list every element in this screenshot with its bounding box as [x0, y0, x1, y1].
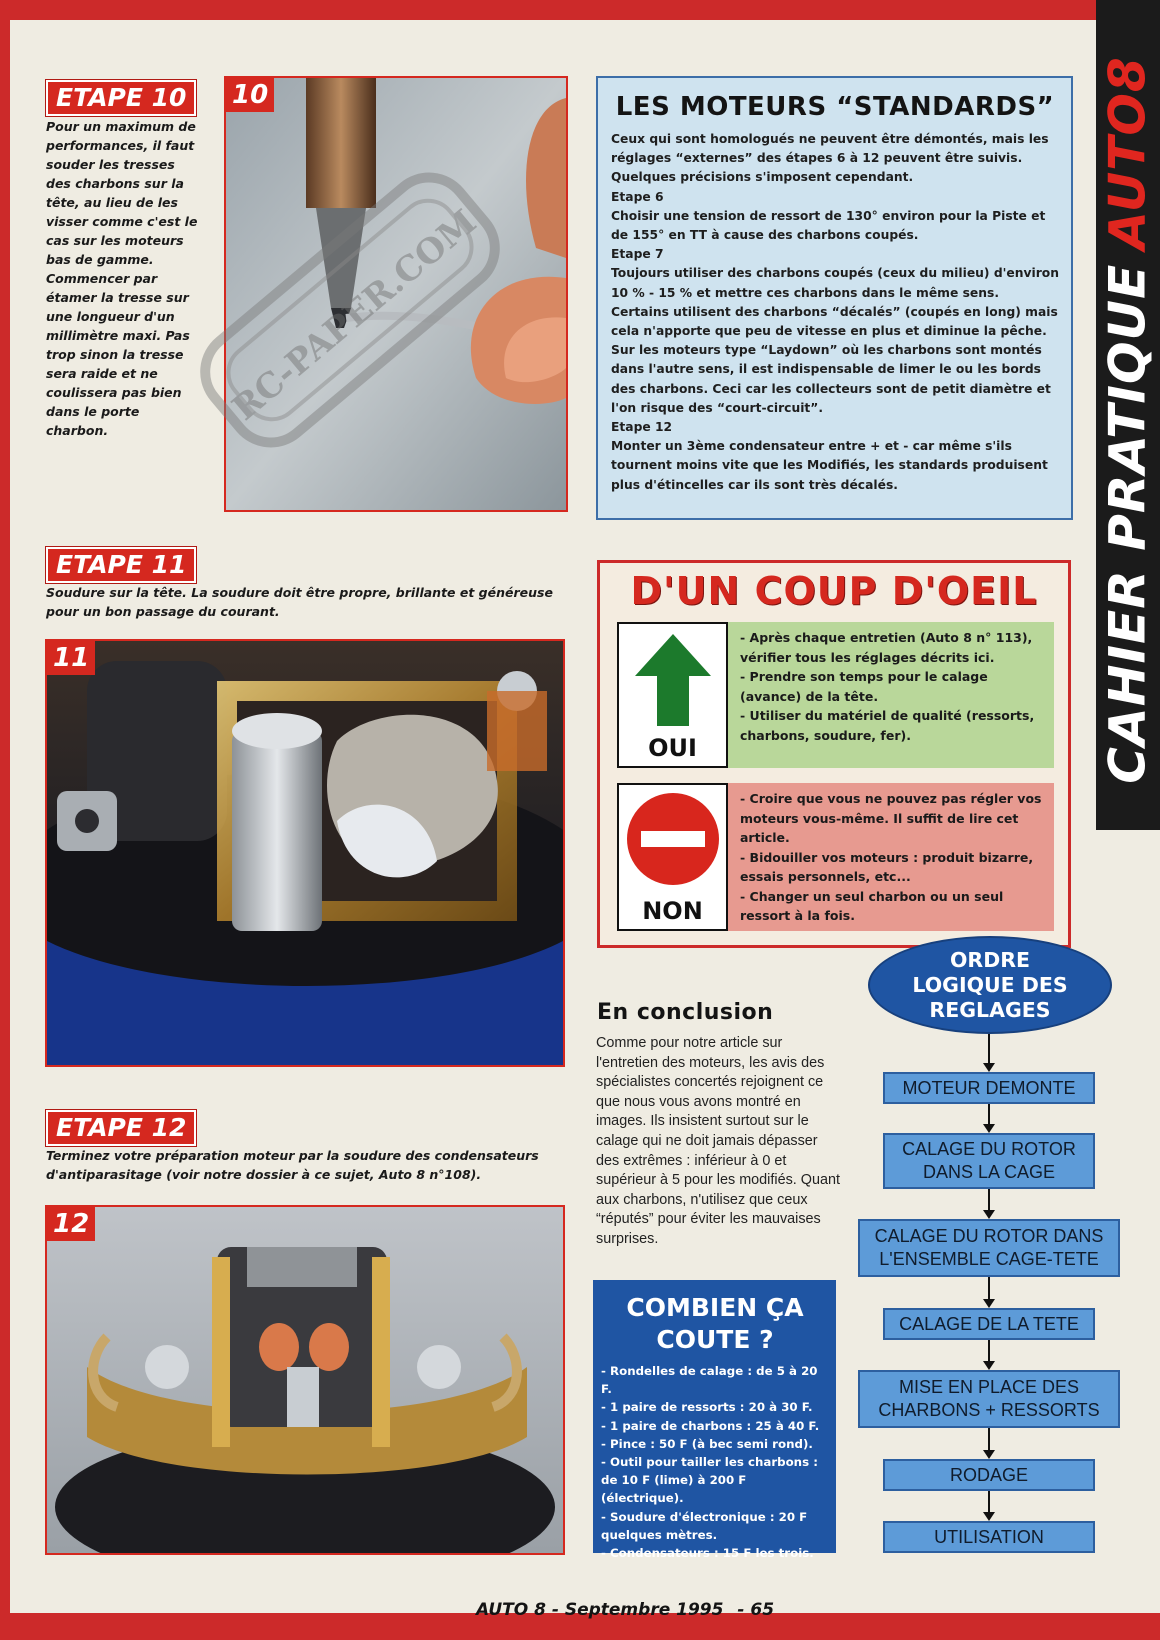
side-title	[1096, 20, 1160, 820]
page-footer	[0, 1600, 1160, 1620]
flow-step-5-line-0: RODAGE	[949, 1464, 1028, 1485]
photo-11-image	[47, 641, 563, 1065]
flowchart-title-line-1: LOGIQUE DES	[912, 972, 1068, 997]
etape12-text: Terminez votre préparation moteur par la soudure des condensateurs d'antiparasitage (voir notre dossier à ce sujet, Auto 8 n°108).	[46, 1148, 539, 1182]
flow-arrow	[983, 1299, 995, 1308]
flow-arrow	[983, 1361, 995, 1370]
side-title-magazine: AUTO8	[1099, 56, 1158, 250]
etape11-text: Soudure sur la tête. La soudure doit être propre, brillante et généreuse pour un bon passage du courant.	[46, 585, 553, 619]
flow-connector	[988, 1428, 990, 1451]
watermark	[150, 110, 550, 510]
standards-para-0: Ceux qui sont homologués ne peuvent être démontés, mais les réglages “externes” des étapes 6 à 12 peuvent être suivis. Quelques précisions s'imposent cependant.	[611, 132, 1049, 185]
up-arrow-icon	[633, 630, 713, 730]
flow-step-4	[858, 1370, 1120, 1428]
flow-step-4-line-0: MISE EN PLACE DES	[898, 1377, 1080, 1397]
conclusion-title: En conclusion	[597, 1000, 774, 1025]
no-entry-icon	[625, 791, 721, 887]
glance-non-line-1: - Bidouiller vos moteurs : produit bizarre, essais personnels, etc...	[740, 849, 1034, 884]
photo-11	[45, 639, 565, 1067]
flow-arrow	[983, 1063, 995, 1072]
flow-connector	[988, 1491, 990, 1513]
flow-connector	[988, 1104, 990, 1125]
flow-step-3-line-0: CALAGE DE LA TETE	[899, 1313, 1079, 1334]
standards-box	[596, 76, 1073, 520]
glance-title: D'UN COUP D'OEIL	[630, 569, 1038, 613]
side-title-main: CAHIER PRATIQUE	[1099, 263, 1158, 784]
cost-line-5: - Soudure d'électronique : 20 F quelques mètres.	[601, 1509, 808, 1542]
glance-oui-line-0: - Après chaque entretien (Auto 8 n° 113), vérifier tous les réglages décrits ici.	[740, 630, 1033, 665]
flow-step-1-line-0: CALAGE DU ROTOR	[902, 1139, 1076, 1159]
watermark-stamp	[150, 110, 550, 510]
flow-connector	[988, 1189, 990, 1211]
flow-arrow	[983, 1124, 995, 1133]
standards-para-4: Toujours utiliser des charbons coupés (ceux du milieu) d'environ 10 % - 15 % et mettre ces charbons dans le même sens. Certains utilisent des charbons “décalés” (coupés en long) mais cela n'apporte que peu de vitesse en plus et diminue la pêche. Sur les moteurs type “Laydown” où les charbons sont montés dans l'autre sens, il est indispensable de limer le ou les bords des charbons. Ceci car les collecteurs sont de petit diamètre et l'on risque des “court-circuit”.	[611, 266, 1059, 415]
conclusion-text: Comme pour notre article sur l'entretien des moteurs, les avis des spécialistes concertés rejoignent ce que nous vous avons montré en images. Ils insistent surtout sur le calage qui ne doit jamais dépasser des extrêmes : inférieur à 0 et supérieur à 5 pour les modifiés. Quant aux charbons, n'utilisez que ceux “réputés” pour éviter les mauvaises surprises.	[596, 1035, 840, 1247]
standards-para-3: Etape 7	[611, 247, 664, 262]
cost-line-0: - Rondelles de calage : de 5 à 20 F.	[601, 1364, 818, 1397]
cost-line-4: - Outil pour tailler les charbons : de 10 F (lime) à 200 F (électrique).	[601, 1455, 818, 1506]
etape12-label: ETAPE 12	[46, 1110, 196, 1146]
cost-line-2: - 1 paire de charbons : 25 à 40 F.	[601, 1418, 820, 1433]
flow-step-4-line-1: CHARBONS + RESSORTS	[878, 1400, 1100, 1420]
flow-step-0-line-0: MOTEUR DEMONTE	[902, 1077, 1076, 1098]
cost-box	[593, 1280, 836, 1561]
glance-oui-row	[617, 622, 1054, 768]
flow-connector	[988, 1277, 990, 1300]
glance-non-row	[617, 783, 1054, 931]
flow-step-6-line-0: UTILISATION	[934, 1526, 1044, 1547]
glance-box	[597, 560, 1071, 948]
flowchart-title-line-0: ORDRE	[949, 947, 1031, 972]
top-border	[0, 0, 1160, 20]
photo-11-number: 11	[47, 641, 95, 675]
photo-10-number: 10	[226, 78, 274, 112]
etape11-label: ETAPE 11	[46, 547, 196, 583]
cost-line-6: - Condensateurs : 15 F les trois.	[601, 1546, 814, 1561]
flow-arrow	[983, 1450, 995, 1459]
standards-para-6: Monter un 3ème condensateur entre + et - car même s'ils tournent moins vite que les Modifiés, les standards produisent plus d'étincelles car ils sont très décalés.	[611, 439, 1048, 492]
flow-step-1	[883, 1133, 1095, 1189]
glance-oui-label: OUI	[648, 734, 697, 762]
etape11-header	[46, 547, 196, 583]
etape10-label: ETAPE 10	[46, 80, 196, 116]
flow-step-3	[883, 1308, 1095, 1340]
standards-title: LES MOTEURS “STANDARDS”	[615, 92, 1055, 122]
flow-connector	[988, 1034, 990, 1064]
standards-para-5: Etape 12	[611, 420, 673, 435]
photo-12	[45, 1205, 565, 1555]
flow-step-0	[883, 1072, 1095, 1104]
flow-step-2	[858, 1219, 1120, 1277]
flow-step-5	[883, 1459, 1095, 1491]
flow-arrow	[983, 1512, 995, 1521]
cost-title-line1: COMBIEN ÇA	[626, 1293, 804, 1322]
photo-12-number: 12	[47, 1207, 95, 1241]
glance-non-icon-box	[617, 783, 728, 931]
flow-step-6	[883, 1521, 1095, 1553]
standards-para-1: Etape 6	[611, 189, 664, 204]
glance-oui-text	[728, 622, 1054, 768]
flowchart-title-line-2: REGLAGES	[929, 997, 1051, 1022]
flowchart-title	[868, 936, 1112, 1034]
glance-oui-icon-box	[617, 622, 728, 768]
footer-magazine: AUTO 8 - Septembre 1995	[475, 1600, 724, 1620]
photo-12-image	[47, 1207, 563, 1553]
cost-line-3: - Pince : 50 F (à bec semi rond).	[601, 1436, 813, 1451]
glance-oui-line-2: - Utiliser du matériel de qualité (ressorts, charbons, soudure, fer).	[740, 708, 1035, 743]
etape12-header	[46, 1110, 196, 1146]
cost-title	[601, 1292, 829, 1356]
flow-step-1-line-1: DANS LA CAGE	[922, 1162, 1056, 1182]
standards-para-2: Choisir une tension de ressort de 130° environ pour la Piste et de 155° en TT à cause des charbons coupés.	[611, 208, 1046, 243]
glance-non-line-2: - Changer un seul charbon ou un seul ressort à la fois.	[740, 888, 1004, 923]
flow-step-2-line-1: L'ENSEMBLE CAGE-TETE	[879, 1249, 1099, 1269]
flow-connector	[988, 1340, 990, 1362]
watermark-text: RC-PAPER.COM	[224, 202, 485, 429]
cost-line-1: - 1 paire de ressorts : 20 à 30 F.	[601, 1400, 813, 1415]
footer-page-number: - 65	[737, 1600, 775, 1620]
glance-oui-line-1: - Prendre son temps pour le calage (avance) de la tête.	[740, 669, 988, 704]
etape10-text: Pour un maximum de performances, il faut souder les tresses des charbons sur la tête, au lieu de les visser comme c'est le cas sur les moteurs bas de gamme. Commencer par étamer la tresse sur une longueur d'un millimètre maxi. Pas trop sinon la tresse sera raide et ne coulissera pas bien dans le porte charbon.	[46, 119, 198, 438]
glance-non-text	[728, 783, 1054, 931]
glance-non-label: NON	[642, 897, 703, 925]
flow-arrow	[983, 1210, 995, 1219]
left-border	[0, 0, 10, 1640]
cost-title-line2: COUTE ?	[656, 1325, 774, 1354]
glance-non-line-0: - Croire que vous ne pouvez pas régler vos moteurs vous-même. Il suffit de lire cet article.	[740, 791, 1042, 845]
flow-step-2-line-0: CALAGE DU ROTOR DANS	[874, 1226, 1104, 1246]
